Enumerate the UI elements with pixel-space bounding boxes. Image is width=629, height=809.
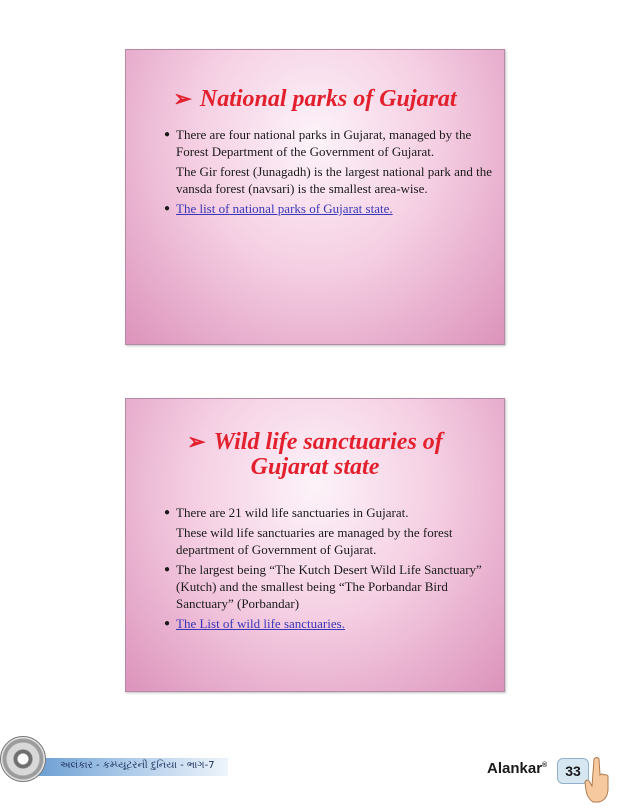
cd-disc-icon bbox=[0, 736, 46, 782]
list-item bbox=[126, 126, 504, 197]
slide-national-parks bbox=[125, 49, 505, 345]
paragraph: The Gir forest (Junagadh) is the largest national park and the vansda forest (navsari) is the smallest area-wise. bbox=[176, 164, 492, 196]
footer-title-band bbox=[36, 758, 228, 776]
paragraph: There are four national parks in Gujarat, managed by the Forest Department of the Government of Gujarat. bbox=[176, 127, 472, 159]
sanctuaries-list-link[interactable]: The List of wild life sanctuaries. bbox=[176, 616, 345, 631]
slide-title-line-1: Wild life sanctuaries of bbox=[213, 429, 443, 455]
list-item-link bbox=[126, 200, 504, 217]
bullet-icon: ● bbox=[164, 129, 171, 140]
paragraph: The largest being “The Kutch Desert Wild Life Sanctuary” (Kutch) and the smallest being “The Porbandar Bird Sanctuary” (Porbandar) bbox=[176, 562, 482, 611]
arrow-bullet-icon: ➢ bbox=[173, 86, 192, 111]
arrow-bullet-icon: ➢ bbox=[187, 429, 206, 454]
brand-logo bbox=[487, 760, 547, 777]
bullet-icon: ● bbox=[164, 618, 171, 629]
bullet-icon: ● bbox=[164, 507, 171, 518]
list-item bbox=[126, 561, 504, 612]
pointing-hand-icon bbox=[584, 755, 610, 805]
slide-title-text: National parks of Gujarat bbox=[199, 86, 457, 112]
national-parks-list-link[interactable]: The list of national parks of Gujarat state. bbox=[176, 201, 393, 216]
list-item-link bbox=[126, 615, 504, 632]
bullet-icon: ● bbox=[164, 203, 171, 214]
registered-mark: ® bbox=[542, 762, 548, 769]
list-item bbox=[126, 504, 504, 558]
slide-wildlife-sanctuaries bbox=[125, 398, 505, 692]
bullet-list bbox=[126, 126, 504, 217]
slide-title bbox=[126, 399, 504, 480]
book-title: અલંકાર - કમ્પ્યૂટરની દુનિયા - ભાગ-7 bbox=[60, 760, 215, 771]
bullet-icon: ● bbox=[164, 564, 171, 575]
brand-name: Alankar bbox=[487, 760, 543, 777]
paragraph: There are 21 wild life sanctuaries in Gujarat. bbox=[176, 505, 409, 520]
bullet-list bbox=[126, 504, 504, 632]
paragraph: These wild life sanctuaries are managed by the forest department of Government of Gujarat. bbox=[176, 525, 453, 557]
slide-title-line-2: Gujarat state bbox=[250, 454, 380, 480]
slide-title bbox=[126, 50, 504, 112]
page-number: 33 bbox=[557, 758, 589, 784]
